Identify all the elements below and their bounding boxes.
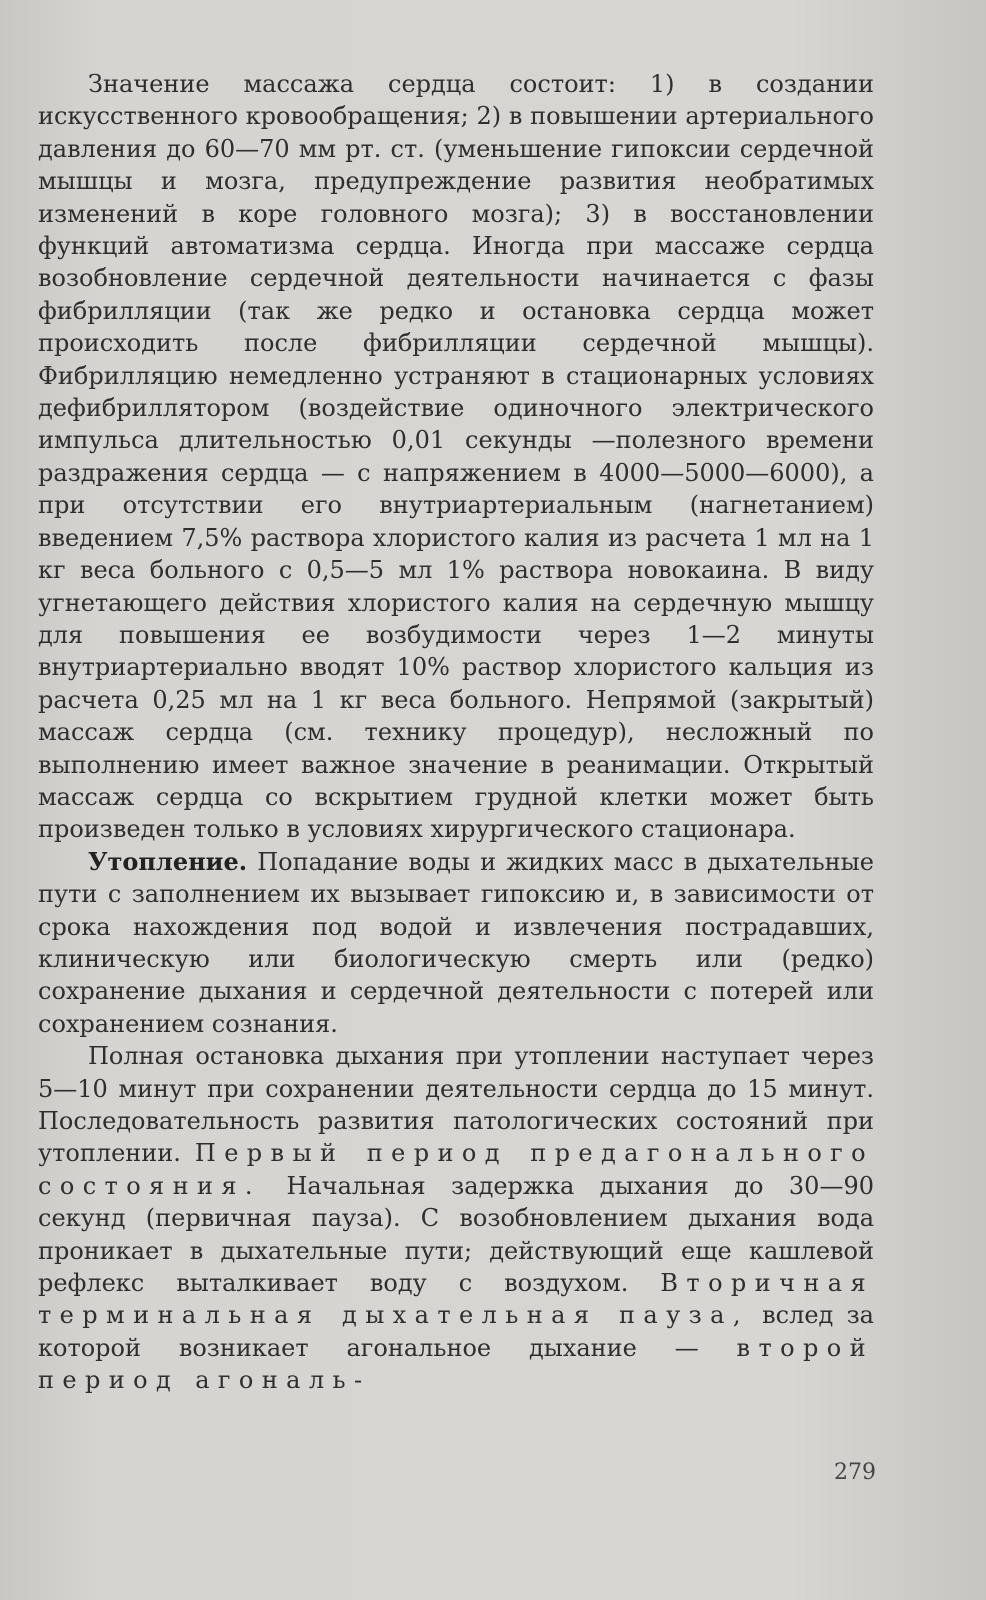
text-run: Начальная задержка дыхания до 30—90 секунд (первичная пауза). С возобновлением дыхания вода проникает в дыхательные пути; действующий еще кашлевой рефлекс выталкивает воду с воздухом.: [38, 1171, 874, 1298]
text-run: вслед за которой возникает агональное дыхание —: [38, 1301, 874, 1362]
spaced-emphasis-text: Вторичная терминальная дыхательная пауза,: [38, 1269, 874, 1330]
paragraph-drowning: [38, 846, 874, 1040]
text-run: Попадание воды и жидких масс в дыхательные пути с заполнением их вызывает гипоксию и, в зависимости от срока нахождения под водой и извлечения пострадавших, клиническую или биологическую смерть или (редко) сохранение дыхания и сердечной деятельности с потерей или сохранением сознания.: [38, 847, 874, 1038]
paragraph-respiratory-arrest: [38, 1040, 874, 1396]
text-run: Значение массажа сердца состоит: 1) в создании искусственного кровообращения; 2) в повышении артериального давления до 60—70 мм рт. ст. (уменьшение гипоксии сердечной мышцы и мозга, предупреждение развития необратимых изменений в коре головного мозга); 3) в восстановлении функций автоматизма сердца. Иногда при массаже сердца возобновление сердечной деятельности начинается с фазы фибрилляции (так же редко и остановка сердца может происходить после фибрилляции сердечной мышцы). Фибрилляцию немедленно устраняют в стационарных условиях дефибриллятором (воздействие одиночного электрического импульса длительностью 0,01 секунды —полезного времени раздражения сердца — с напряжением в 4000—5000—6000), а при отсутствии его внутриартериальным (нагнетанием) введением 7,5% раствора хлористого калия из расчета 1 мл на 1 кг веса больного с 0,5—5 мл 1% раствора новокаина. В виду угнетающего действия хлористого калия на сердечную мышцу для повышения ее возбудимости через 1—2 минуты внутриартериально вводят 10% раствор хлористого кальция из расчета 0,25 мл на 1 кг веса больного. Непрямой (закрытый) массаж сердца (см. технику процедур), несложный по выполнению имеет важное значение в реанимации. Открытый массаж сердца со вскрытием грудной клетки может быть произведен только в условиях хирургического стационара.: [38, 70, 874, 844]
body-text: [38, 68, 874, 1397]
text-run: Полная остановка дыхания при утоплении наступает через 5—10 минут при сохранении деятельности сердца до 15 минут. Последовательность развития патологических состояний при утоплении.: [38, 1042, 874, 1168]
page-number: 279: [834, 1460, 876, 1485]
spaced-emphasis-text: второй период агональ-: [38, 1333, 874, 1395]
spaced-emphasis-text: Первый период предагонального состояния.: [38, 1139, 874, 1200]
section-heading-drowning: Утопление.: [88, 846, 248, 876]
paragraph-heart-massage: [38, 68, 874, 846]
